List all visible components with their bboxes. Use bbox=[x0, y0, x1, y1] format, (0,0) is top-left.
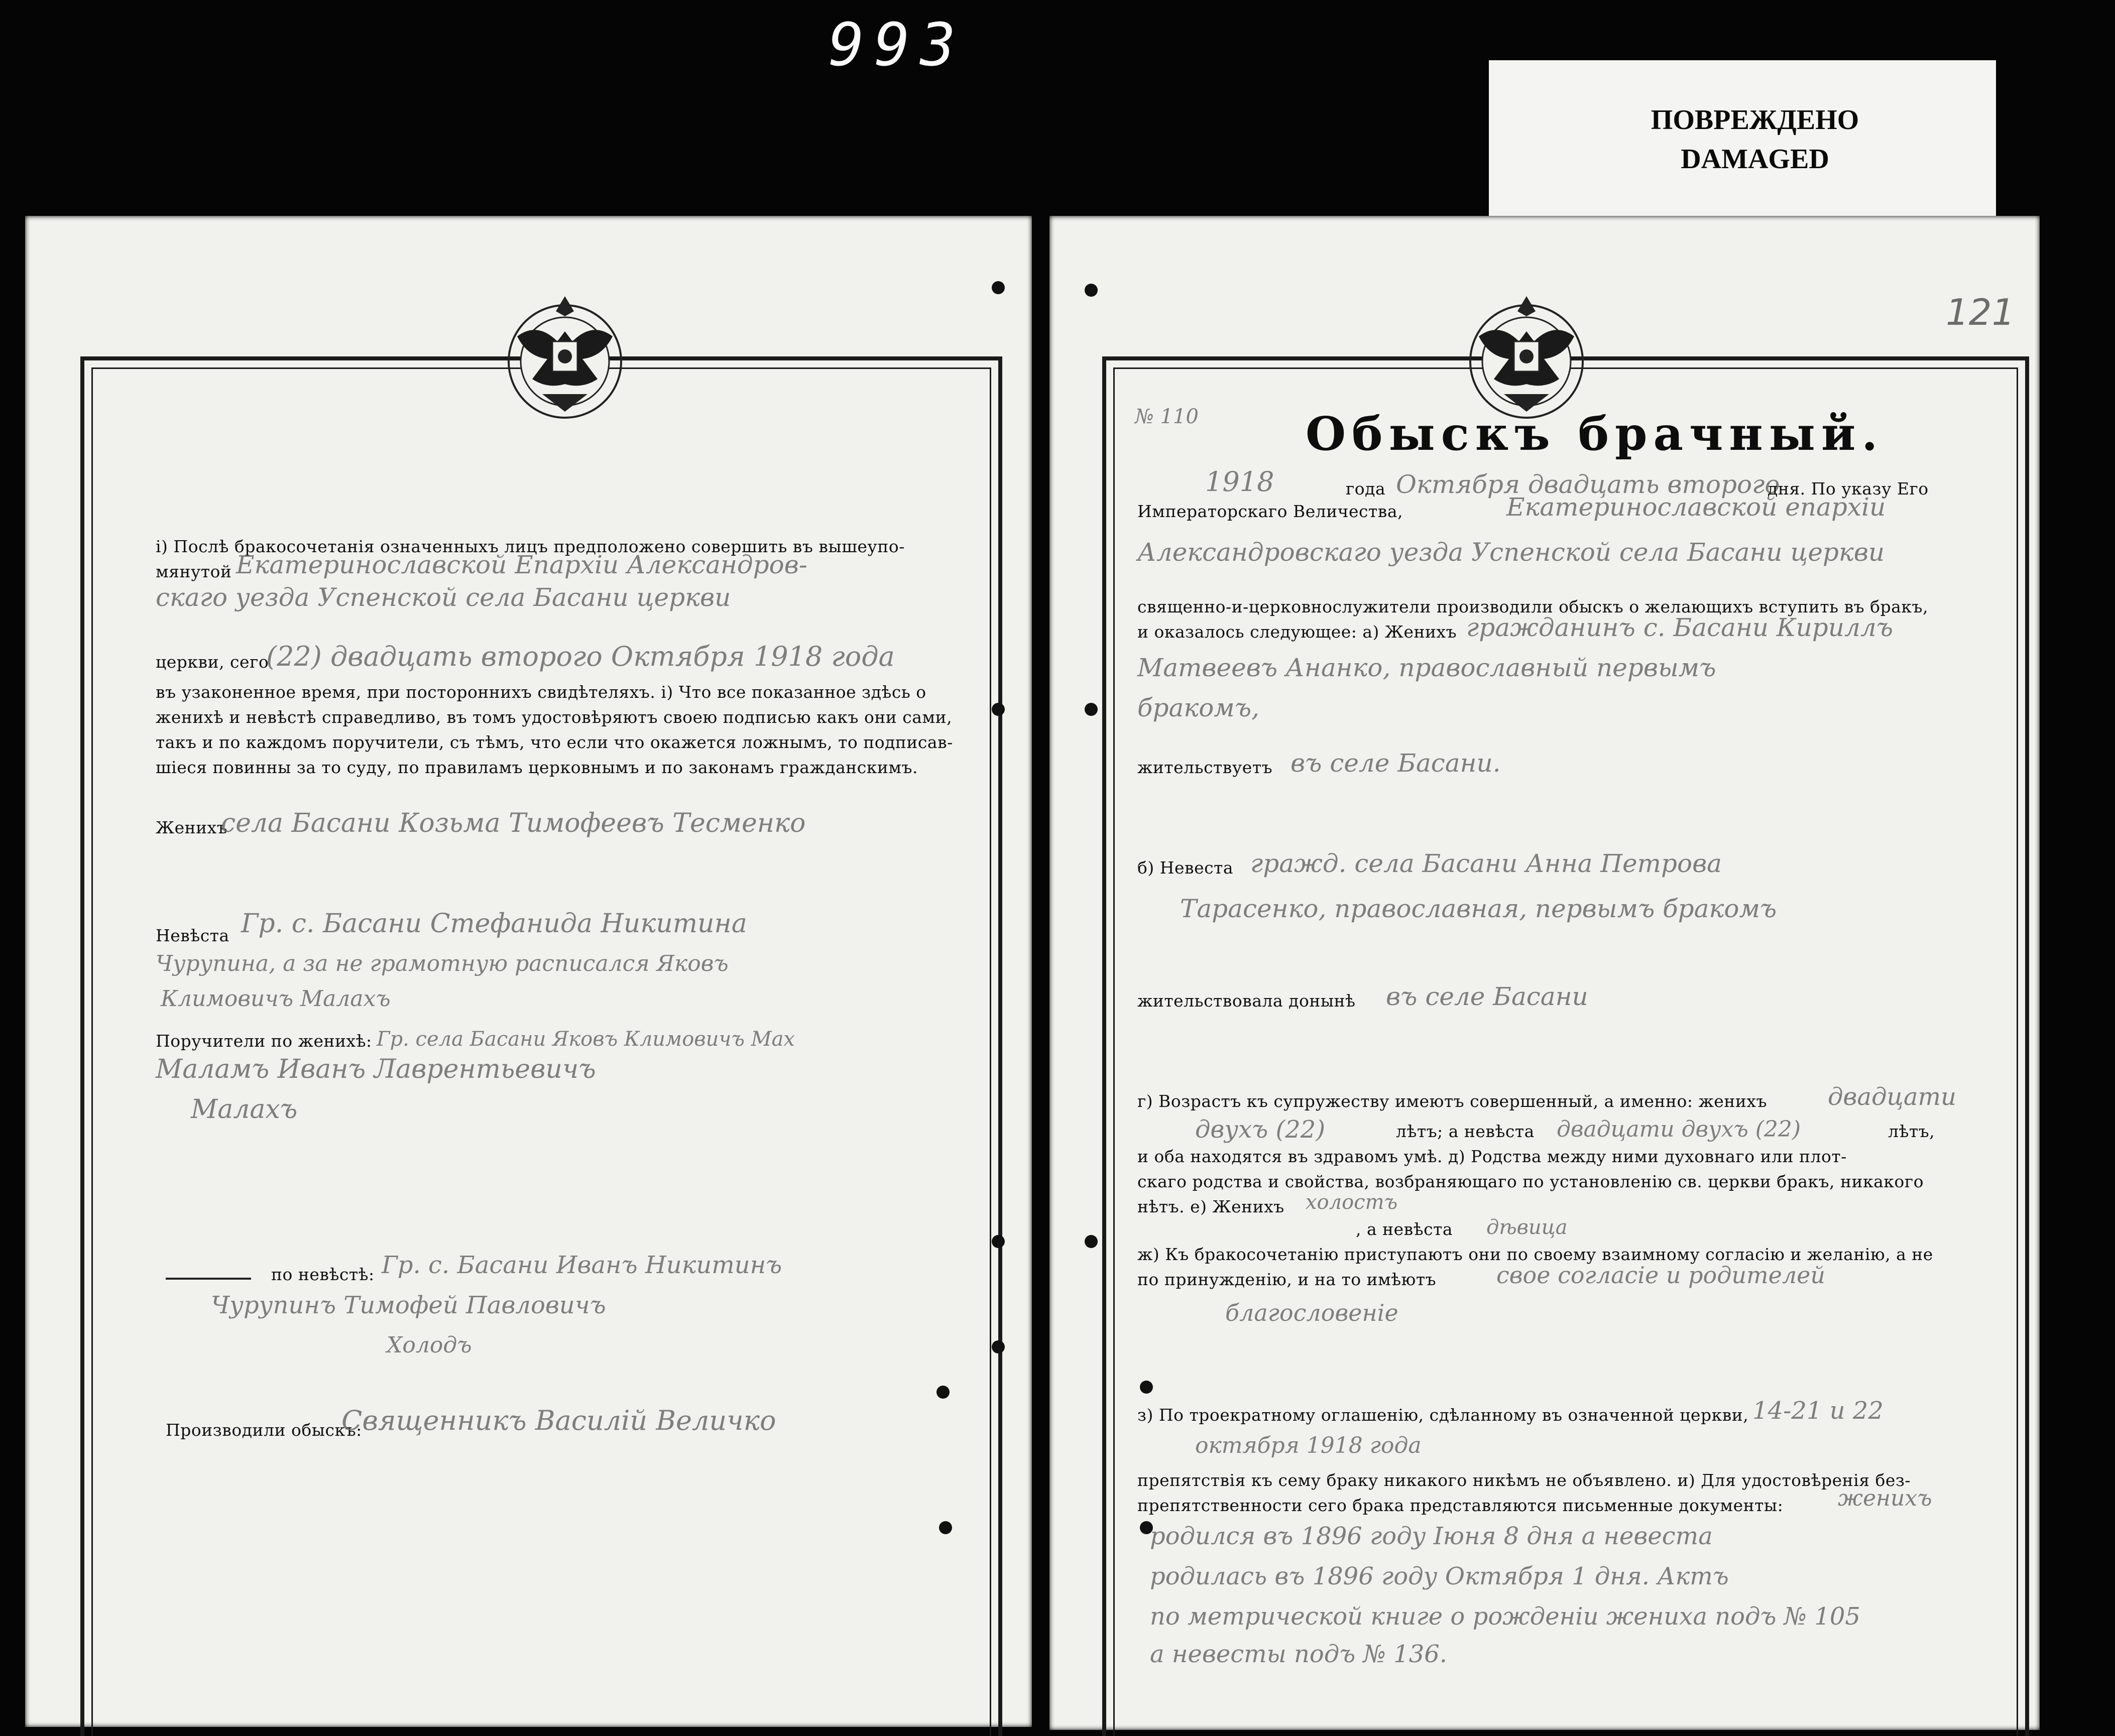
bride-status: дѣвица bbox=[1486, 1216, 1568, 1239]
binding-hole bbox=[1085, 1235, 1098, 1248]
left-bride-1: Гр. с. Басани Стефанида Никитина bbox=[241, 909, 747, 939]
banns-text-2: препятствiя къ сему браку никакого никѣмъ не объявлено. и) Для удостовѣренiя без- bbox=[1137, 1470, 1911, 1490]
banns-text-3: препятственности сего брака представляются письменные документы: bbox=[1137, 1496, 1784, 1515]
banns-dates: 14-21 и 22 bbox=[1752, 1397, 1884, 1425]
binding-hole bbox=[992, 1340, 1005, 1353]
bride-label: б) Невеста bbox=[1137, 858, 1234, 878]
left-item-i-1: i) Послѣ бракосочетанiя означенныхъ лицъ предположено совершить въ вышеупо- bbox=[156, 537, 905, 556]
left-blank-line bbox=[166, 1278, 251, 1280]
left-bride-label: Невѣста bbox=[156, 926, 229, 945]
left-groom-label: Женихъ bbox=[156, 818, 228, 837]
archive-sheet-number: 993 bbox=[829, 10, 966, 79]
age-text-3: лѣтъ, bbox=[1888, 1122, 1935, 1141]
page-title: Обыскъ брачный. bbox=[1306, 407, 1884, 461]
left-parish-2: скаго уезда Успенской села Басани церкви bbox=[156, 583, 731, 612]
docs-line-2: родилась въ 1896 году Октября 1 дня. Актъ bbox=[1150, 1562, 1729, 1590]
left-groom-guarantors-label: Поручители по женихѣ: bbox=[156, 1031, 372, 1051]
health-text-1: и оба находятся въ здравомъ умѣ. д) Родства между ними духовнаго или плот- bbox=[1137, 1147, 1847, 1166]
left-parish-1: Екатеринославской Епархiи Александров- bbox=[236, 550, 807, 579]
record-year-word: года bbox=[1346, 479, 1386, 499]
left-groom-name: села Басани Козьма Тимофеевъ Тесменко bbox=[221, 808, 806, 838]
binding-hole bbox=[992, 1235, 1005, 1248]
binding-hole bbox=[992, 281, 1005, 294]
entry-number: № 110 bbox=[1135, 405, 1199, 428]
age-text-1: г) Возрастъ къ супружеству имеютъ совершенный, а именно: женихъ bbox=[1137, 1091, 1767, 1111]
left-item-i-2: мянутой bbox=[156, 562, 232, 581]
left-item-i-3: церкви, сего bbox=[156, 652, 269, 672]
health-text-4: , а невѣста bbox=[1356, 1219, 1453, 1239]
left-conducted-label: Производили обыскъ: bbox=[166, 1420, 362, 1440]
left-bride-3: Климовичъ Малахъ bbox=[161, 986, 391, 1012]
binding-hole bbox=[1085, 703, 1098, 716]
left-wedding-date: (22) двадцать второго Октября 1918 года bbox=[266, 641, 895, 672]
damage-label bbox=[1604, 100, 1906, 181]
decree-text: дня. По указу Его bbox=[1768, 479, 1929, 499]
binding-hole bbox=[1085, 284, 1098, 297]
binding-hole bbox=[939, 1521, 952, 1534]
parish: Александровскаго уезда Успенской села Басани церкви bbox=[1137, 538, 1885, 567]
left-bride-guarantors-label: по невѣстѣ: bbox=[271, 1265, 375, 1284]
left-item-i-4: въ узаконенное время, при постороннихъ свидѣтеляхъ. i) Что все показанное здѣсь о bbox=[156, 682, 926, 702]
left-groom-guarantors-2: Маламъ Иванъ Лаврентьевичъ bbox=[156, 1054, 596, 1084]
bride-residence: въ селе Басани bbox=[1386, 982, 1588, 1011]
left-item-i-7: шiеся повинны за то суду, по правиламъ церковнымъ и по законамъ гражданскимъ. bbox=[156, 758, 918, 777]
decree-text-2: Императорскаго Величества, bbox=[1137, 502, 1403, 521]
damage-label-en: DAMAGED bbox=[1681, 144, 1829, 175]
groom-name-1: гражданинъ с. Басани Кириллъ bbox=[1466, 613, 1893, 642]
record-year: 1918 bbox=[1205, 466, 1274, 498]
search-text-1: священно-и-церковнослужители производили обыскъ о желающихъ вступить въ бракъ, bbox=[1137, 597, 1928, 616]
consent-hand-1: свое согласiе и родителей bbox=[1496, 1262, 1825, 1289]
banns-text-1: з) По троекратному оглашенiю, сдѣланному въ означенной церкви, bbox=[1137, 1405, 1749, 1425]
groom-age-1: двадцати bbox=[1828, 1083, 1956, 1111]
groom-status: холостъ bbox=[1306, 1191, 1398, 1214]
consent-text-1: ж) Къ бракосочетанiю приступаютъ они по своему взаимному согласiю и желанiю, а не bbox=[1137, 1245, 1933, 1264]
left-bride-guarantors-2: Чурупинъ Тимофей Павловичъ bbox=[211, 1291, 606, 1319]
health-text-2: скаго родства и свойства, возбраняющаго по установленiю св. церкви бракъ, никакого bbox=[1137, 1172, 1924, 1191]
groom-residence-label: жительствуетъ bbox=[1137, 758, 1273, 777]
docs-line-1: родился въ 1896 году Iюня 8 дня а невеста bbox=[1150, 1522, 1713, 1550]
folio-number: 121 bbox=[1946, 291, 2015, 333]
groom-age-2: двухъ (22) bbox=[1195, 1115, 1326, 1144]
left-groom-guarantors-3: Малахъ bbox=[191, 1094, 298, 1125]
bride-name-2: Тарасенко, православная, первымъ бракомъ bbox=[1180, 894, 1777, 923]
eparchy: Екатеринославской епархiи bbox=[1506, 492, 1886, 522]
consent-text-2: по принужденiю, и на то имѣютъ bbox=[1137, 1270, 1437, 1289]
health-text-3: нѣтъ. е) Женихъ bbox=[1137, 1197, 1284, 1216]
left-item-i-6: такъ и по каждомъ поручители, съ тѣмъ, что если что окажется ложнымъ, то подписав- bbox=[156, 732, 953, 752]
left-item-i-5: женихѣ и невѣстѣ справедливо, въ томъ удостовѣряютъ своею подписью какъ они сами, bbox=[156, 707, 953, 727]
groom-residence: въ селе Басани. bbox=[1290, 749, 1501, 778]
binding-hole bbox=[992, 703, 1005, 716]
left-double-headed-eagle-emblem bbox=[482, 266, 648, 432]
left-bride-guarantors-1: Гр. с. Басани Иванъ Никитинъ bbox=[382, 1251, 782, 1279]
docs-line-4: а невесты подъ № 136. bbox=[1150, 1640, 1448, 1668]
groom-name-3: бракомъ, bbox=[1137, 693, 1259, 722]
bride-name-1: гражд. села Басани Анна Петрова bbox=[1250, 849, 1722, 878]
search-text-2: и оказалось следующее: а) Женихъ bbox=[1137, 622, 1457, 642]
groom-name-2: Матвеевъ Ананко, православный первымъ bbox=[1137, 653, 1716, 682]
left-conducted-by: Священникъ Василiй Величко bbox=[341, 1405, 776, 1436]
docs-groom: женихъ bbox=[1838, 1485, 1932, 1511]
left-bride-guarantors-3: Холодъ bbox=[387, 1332, 472, 1358]
binding-hole bbox=[936, 1386, 950, 1399]
left-groom-guarantors-1: Гр. села Басани Яковъ Климовичъ Мах bbox=[377, 1028, 795, 1051]
age-text-2: лѣтъ; а невѣста bbox=[1396, 1122, 1535, 1141]
banns-month: октября 1918 года bbox=[1195, 1433, 1422, 1458]
bride-residence-label: жительствовала донынѣ bbox=[1137, 991, 1356, 1011]
binding-hole bbox=[1140, 1381, 1153, 1394]
record-date: Октября двадцать второго bbox=[1396, 470, 1780, 499]
left-bride-2: Чурупина, а за не грамотную расписался Яковъ bbox=[156, 951, 729, 976]
bride-age: двадцати двухъ (22) bbox=[1557, 1117, 1801, 1142]
damage-label-ru: ПОВРЕЖДЕНО bbox=[1651, 104, 1859, 136]
consent-hand-2: благословенiе bbox=[1225, 1299, 1398, 1326]
docs-line-3: по метрической книге о рожденiи жениха подъ № 105 bbox=[1150, 1602, 1860, 1631]
